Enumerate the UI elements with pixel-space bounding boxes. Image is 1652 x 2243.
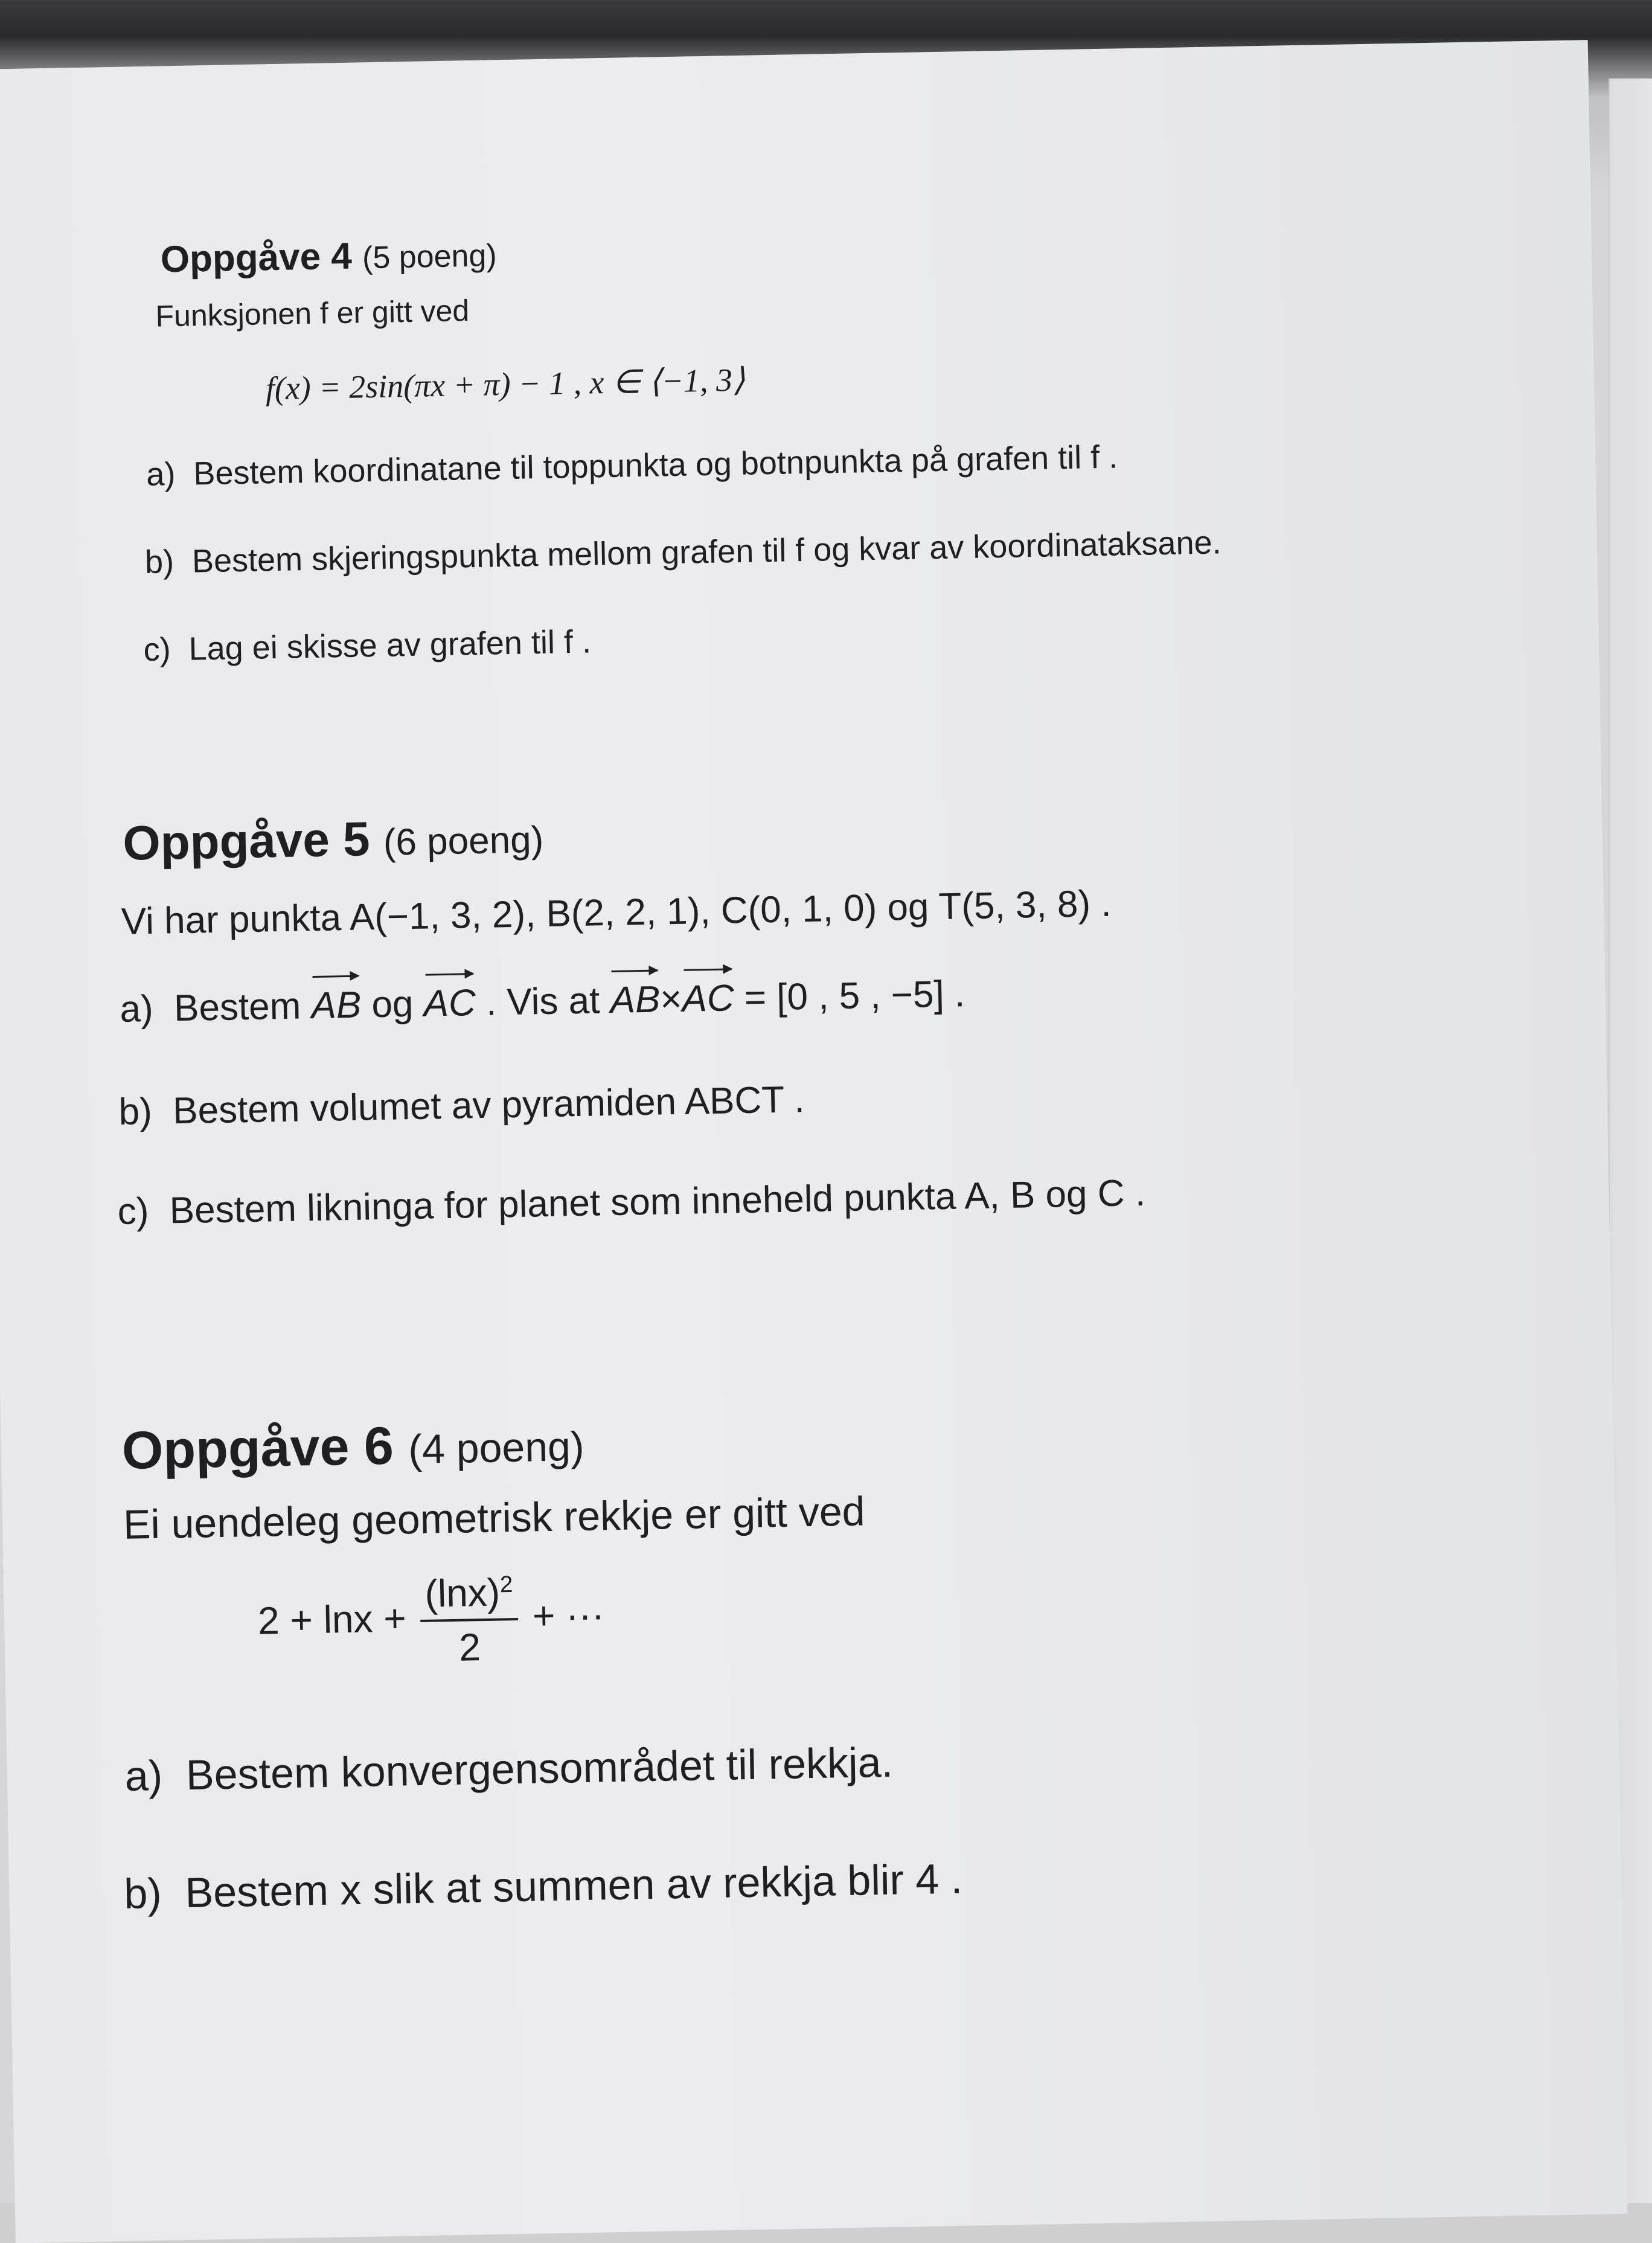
item-text-mid: og xyxy=(371,983,424,1026)
task-6-item-a xyxy=(124,1738,893,1800)
task-5-points: (6 poeng) xyxy=(383,818,544,864)
task-6-series xyxy=(257,1568,606,1673)
task-4-title: Oppgåve 4 xyxy=(160,235,353,281)
item-text: Bestem likninga for planet som inneheld punkta A, B og C . xyxy=(169,1172,1146,1232)
task-5-item-a xyxy=(120,972,965,1031)
task-4-points: (5 poeng) xyxy=(362,238,498,276)
item-label: a) xyxy=(146,456,176,493)
cross-result: = [0 , 5 , −5] . xyxy=(744,973,965,1019)
item-text: Bestem volumet av pyramiden ABCT . xyxy=(172,1079,805,1132)
item-text-post: . Vis at xyxy=(485,980,611,1024)
item-text: Bestem x slik at summen av rekkja blir 4 . xyxy=(184,1855,963,1917)
task-6-points: (4 poeng) xyxy=(408,1423,585,1473)
task-6-title: Oppgåve 6 xyxy=(121,1415,394,1480)
task-4-item-c xyxy=(143,623,591,669)
vector-ac: AC xyxy=(423,982,476,1025)
item-text: Bestem skjeringspunkta mellom grafen til f og kvar av koordinataksane. xyxy=(191,524,1222,580)
series-fraction xyxy=(420,1570,519,1670)
task-6-heading xyxy=(121,1411,584,1481)
item-label: b) xyxy=(123,1869,162,1918)
item-label: c) xyxy=(143,631,171,669)
cross-symbol: × xyxy=(659,978,683,1021)
task-6-item-b xyxy=(124,1855,963,1918)
item-label: a) xyxy=(119,987,154,1030)
task-5-intro: Vi har punkta A(−1, 3, 2), B(2, 2, 1), C(0, 1, 0) og T(5, 3, 8) . xyxy=(121,882,1112,943)
series-lead: 2 + lnx + xyxy=(257,1596,407,1643)
vector-ab-cross: AB xyxy=(609,978,661,1022)
fraction-denominator: 2 xyxy=(458,1625,481,1669)
task-4-intro: Funksjonen f er gitt ved xyxy=(155,294,470,333)
fraction-numerator: $(\ln x)^2$ xyxy=(420,1570,518,1622)
vector-ac-cross: AC xyxy=(681,977,735,1020)
task-5-item-b xyxy=(118,1078,805,1134)
task-4-formula: f(x) = 2sin(πx + π) − 1 , x ∈ ⟨−1, 3⟩ xyxy=(265,361,746,407)
task-4-heading xyxy=(160,232,497,281)
item-text: Bestem konvergensområdet til rekkja. xyxy=(185,1738,894,1799)
task-6-intro: Ei uendeleg geometrisk rekkje er gitt ved xyxy=(123,1488,866,1548)
series-tail: + ··· xyxy=(532,1593,605,1638)
item-label: b) xyxy=(144,544,174,581)
item-text: Lag ei skisse av grafen til f . xyxy=(188,623,592,667)
task-5-item-c xyxy=(117,1172,1146,1233)
item-label: a) xyxy=(124,1751,163,1800)
item-text-pre: Bestem xyxy=(173,985,312,1030)
task-4-item-a xyxy=(146,438,1118,493)
task-4-item-b xyxy=(144,524,1221,581)
item-label: b) xyxy=(118,1090,153,1133)
task-5-title: Oppgåve 5 xyxy=(122,812,371,870)
item-text: Bestem koordinatane til toppunkta og botnpunkta på grafen til f . xyxy=(193,438,1118,492)
vector-ab: AB xyxy=(310,984,362,1027)
item-label: c) xyxy=(117,1190,149,1233)
task-5-heading xyxy=(123,808,544,871)
exam-page xyxy=(0,40,1628,2243)
